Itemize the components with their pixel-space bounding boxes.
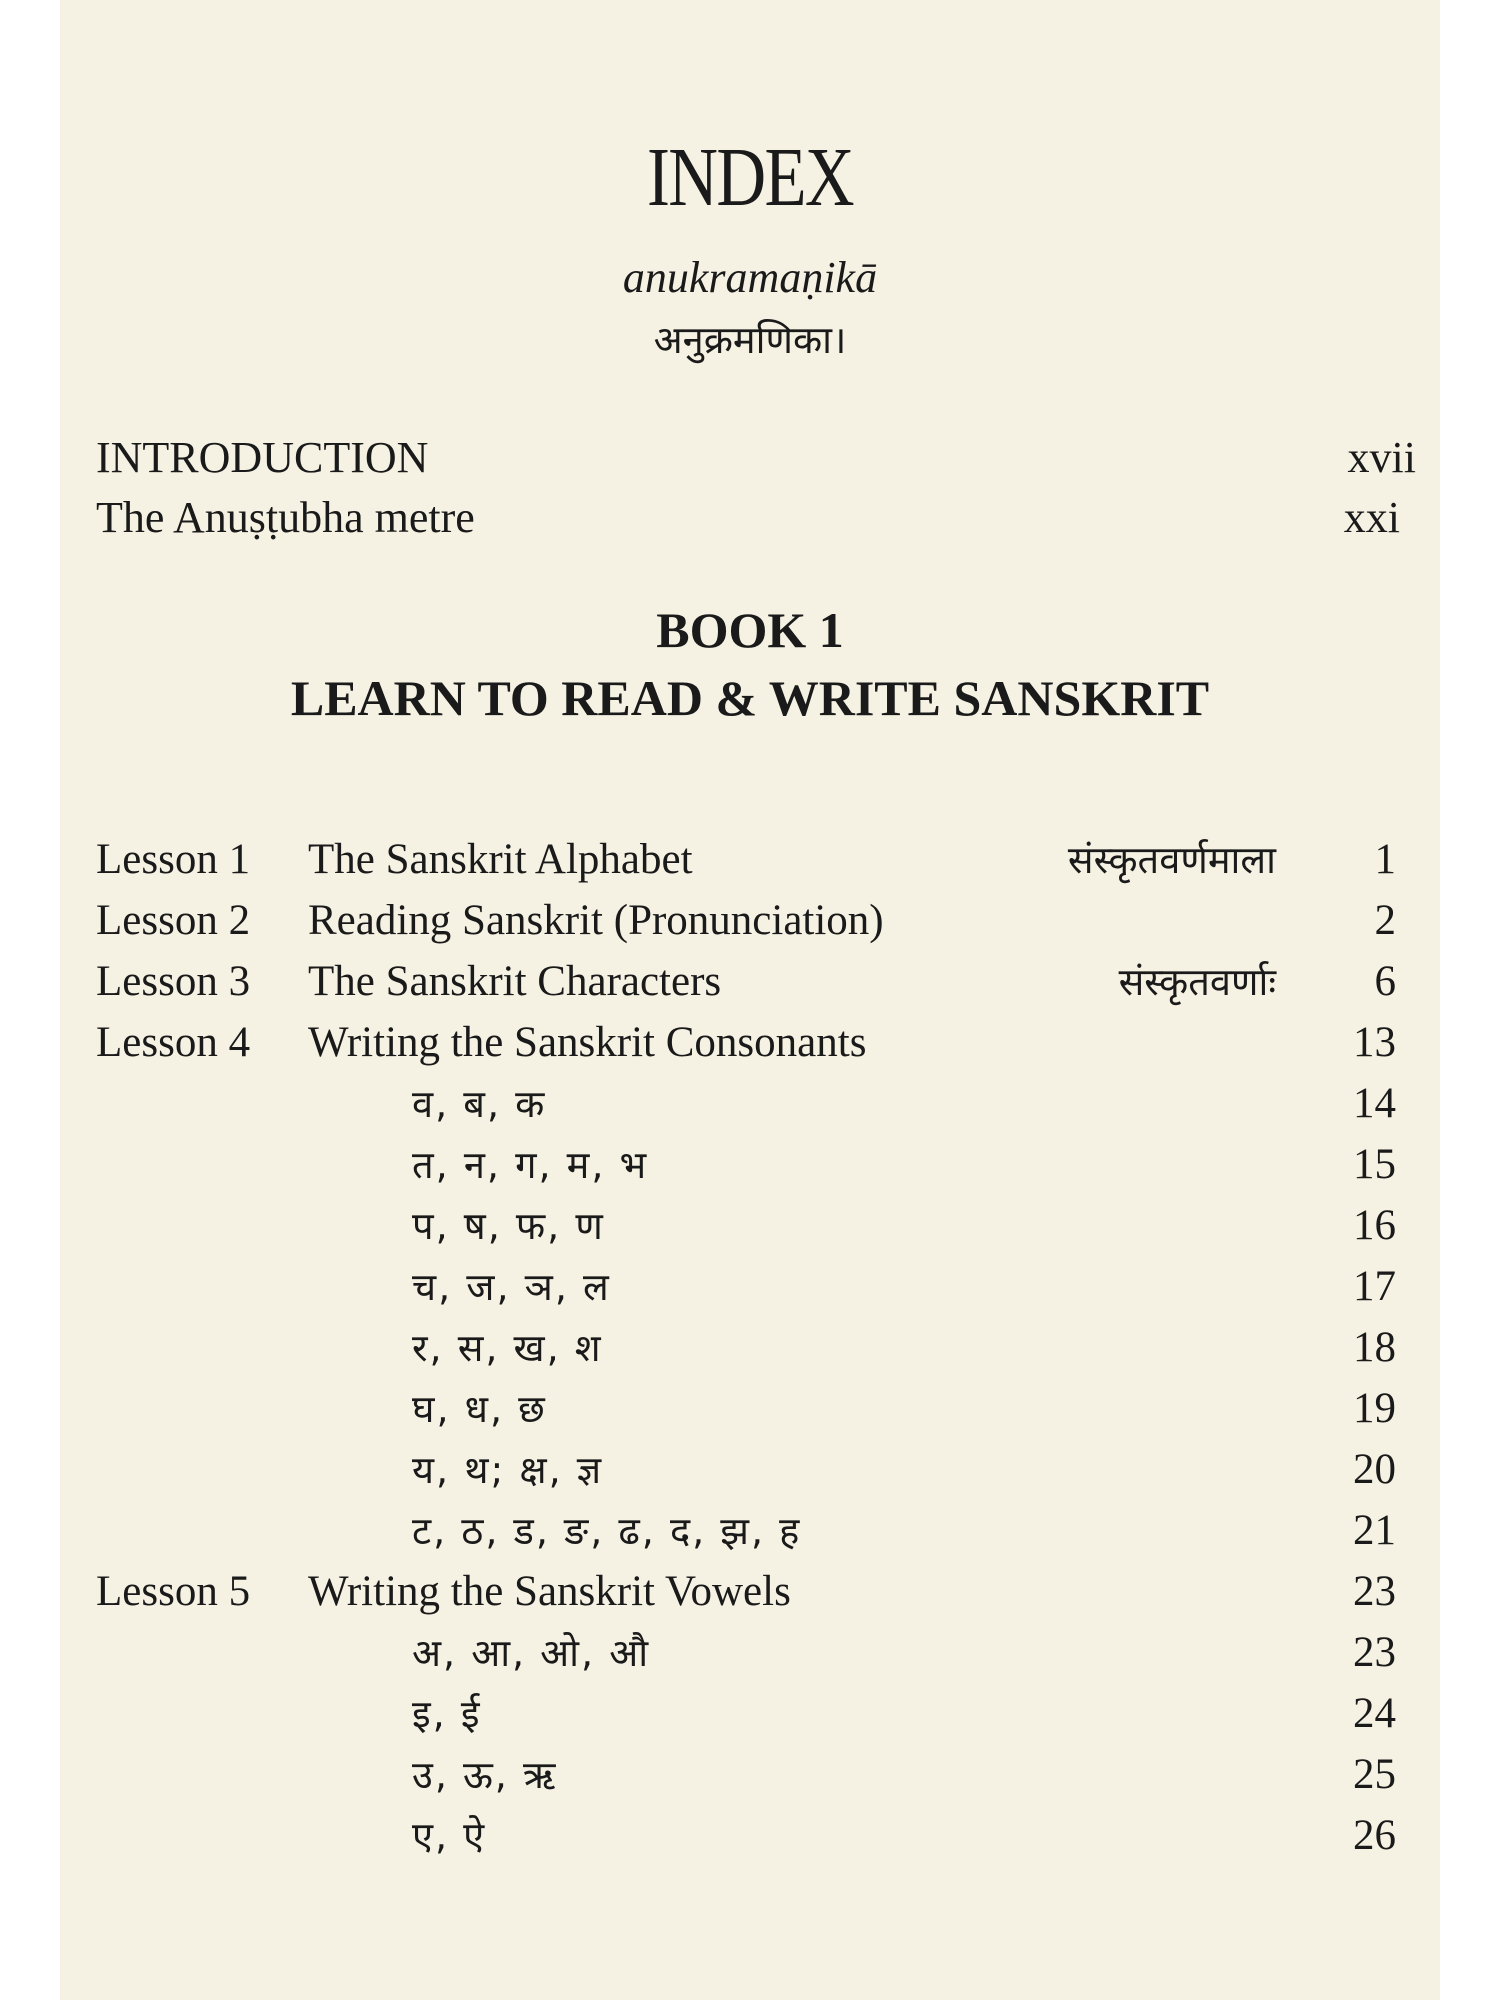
consonant-group-row [96,1379,1396,1439]
front-matter-row [96,488,1416,548]
consonant-group-row [96,1196,1396,1256]
consonant-group-row [96,1257,1396,1317]
lesson-number: Lesson 3 [96,958,251,1005]
lesson-title: Reading Sanskrit (Pronunciation) [308,897,884,944]
subtitle-devanagari: अनुक्रमणिका। [653,318,847,362]
vowel-group-row [96,1684,1396,1744]
consonant-page: 16 [1353,1202,1396,1249]
consonant-page: 14 [1353,1080,1396,1127]
consonant-page: 19 [1353,1385,1396,1432]
lesson-page: 23 [1353,1568,1396,1615]
consonant-group-row [96,1135,1396,1195]
toc-row-lesson-5 [96,1562,1396,1622]
vowel-characters: अ, आ, ओ, औ [412,1631,651,1675]
consonant-characters: ट, ठ, ड, ङ, ढ, द, झ, ह [412,1509,802,1553]
lesson-sanskrit-title: संस्कृतवर्णमाला [1067,838,1276,882]
consonant-page: 17 [1353,1263,1396,1310]
front-matter-page: xvii [1347,433,1416,482]
consonant-page: 20 [1353,1446,1396,1493]
lesson-title: Writing the Sanskrit Vowels [308,1568,791,1615]
lesson-title: The Sanskrit Alphabet [308,836,693,883]
toc-row-lesson-4 [96,1013,1396,1073]
vowel-group-row [96,1745,1396,1805]
front-matter-page: xxi [1343,493,1400,542]
vowel-group-row [96,1623,1396,1683]
vowel-group-row [96,1806,1396,1866]
lesson-title: Writing the Sanskrit Consonants [308,1019,867,1066]
lesson-page: 2 [1374,897,1396,944]
consonant-page: 18 [1353,1324,1396,1371]
book-heading [60,596,1440,732]
lesson-number: Lesson 1 [96,836,251,883]
consonant-characters: च, ज, ञ, ल [412,1265,611,1309]
lesson-page: 13 [1353,1019,1396,1066]
toc-row-lesson-2 [96,891,1396,951]
toc-row-lesson-1 [96,830,1396,890]
book-page [60,0,1440,2000]
lesson-number: Lesson 5 [96,1568,251,1615]
consonant-group-row [96,1074,1396,1134]
consonant-group-row [96,1501,1396,1561]
consonant-characters: प, ष, फ, ण [412,1204,605,1248]
book-subtitle: LEARN TO READ & WRITE SANSKRIT [290,670,1210,726]
lesson-page: 1 [1374,836,1396,883]
vowel-characters: उ, ऊ, ऋ [412,1753,558,1797]
lesson-sanskrit-title: संस्कृतवर्णाः [1118,960,1276,1004]
consonant-characters: र, स, ख, श [412,1326,603,1370]
consonant-group-row [96,1440,1396,1500]
vowel-page: 24 [1353,1690,1396,1737]
lesson-number: Lesson 2 [96,897,251,944]
page-title: INDEX [646,131,854,224]
lesson-number: Lesson 4 [96,1019,251,1066]
front-matter-label: The Anuṣṭubha metre [96,493,475,542]
vowel-page: 25 [1353,1751,1396,1798]
lesson-title: The Sanskrit Characters [308,958,722,1005]
consonant-characters: य, थ; क्ष, ज्ञ [412,1448,604,1492]
vowel-characters: ए, ऐ [412,1814,487,1858]
book-number: BOOK 1 [656,602,844,658]
lesson-page: 6 [1374,958,1396,1005]
consonant-characters: त, न, ग, म, भ [412,1143,649,1187]
front-matter-row [96,428,1416,488]
consonant-page: 21 [1353,1507,1396,1554]
consonant-characters: व, ब, क [412,1082,547,1126]
subtitle-transliteration: anukramaṇikā [622,253,878,302]
consonant-page: 15 [1353,1141,1396,1188]
vowel-page: 23 [1353,1629,1396,1676]
front-matter-label: INTRODUCTION [96,433,429,482]
consonant-characters: घ, ध, छ [412,1387,547,1431]
consonant-group-row [96,1318,1396,1378]
vowel-characters: इ, ई [412,1692,482,1736]
toc-row-lesson-3 [96,952,1396,1012]
vowel-page: 26 [1353,1812,1396,1859]
